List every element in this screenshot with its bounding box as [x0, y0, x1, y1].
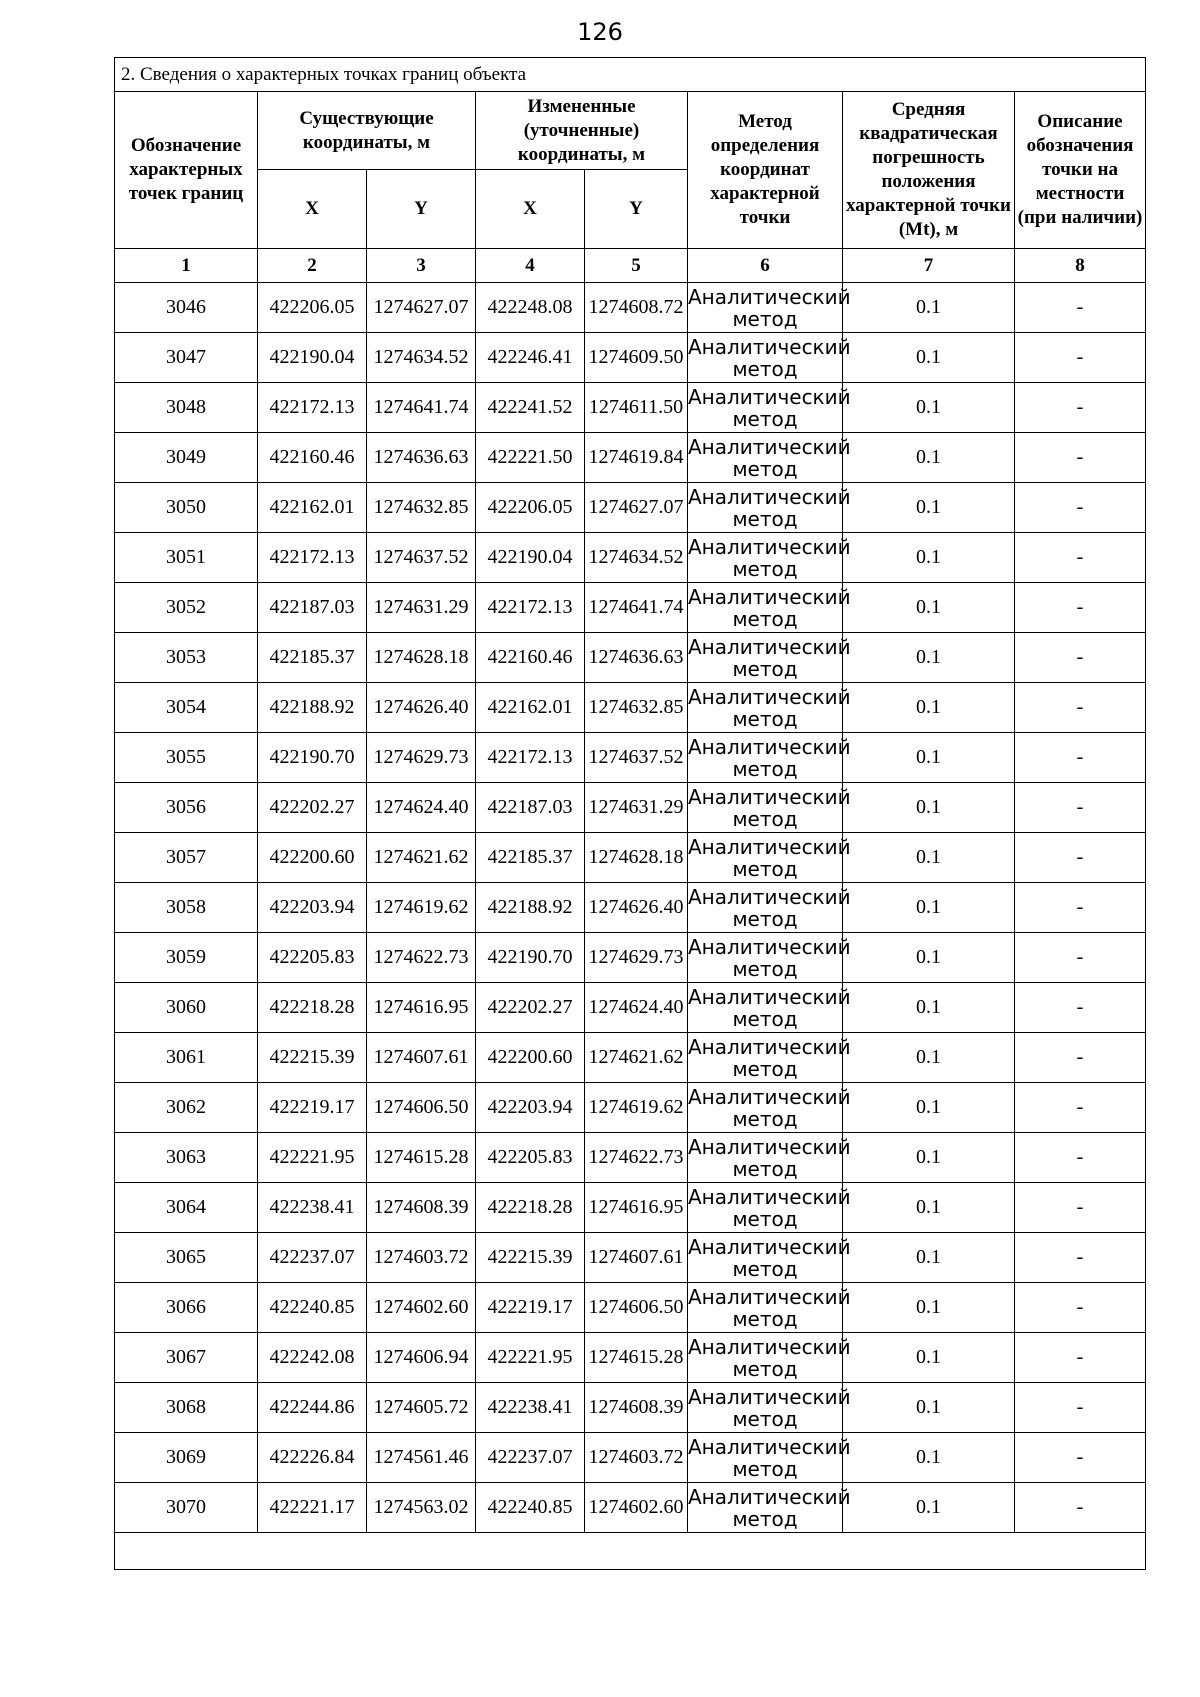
- mean-error-cell: 0.1: [843, 983, 1015, 1033]
- point-id-cell: 3057: [115, 833, 258, 883]
- method-line1: Аналитический: [688, 784, 851, 809]
- changed-y-cell: 1274637.52: [585, 733, 688, 783]
- point-id-cell: 3070: [115, 1483, 258, 1533]
- changed-y-cell: 1274608.39: [585, 1383, 688, 1433]
- description-cell: -: [1015, 1433, 1146, 1483]
- method-line1: Аналитический: [688, 1184, 851, 1209]
- existing-y-cell: 1274563.02: [367, 1483, 476, 1533]
- mean-error-cell: 0.1: [843, 1033, 1015, 1083]
- table-row: [115, 783, 1146, 833]
- method-cell: [688, 1483, 851, 1533]
- existing-y-cell: 1274629.73: [367, 733, 476, 783]
- point-id-cell: 3049: [115, 433, 258, 483]
- mean-error-cell: 0.1: [843, 1483, 1015, 1533]
- table-row: [115, 533, 1146, 583]
- existing-x-cell: 422215.39: [258, 1033, 367, 1083]
- method-line1: Аналитический: [688, 1334, 851, 1359]
- mean-error-cell: 0.1: [843, 383, 1015, 433]
- description-cell: -: [1015, 333, 1146, 383]
- mean-error-cell: 0.1: [843, 1383, 1015, 1433]
- header-existing-y: Y: [367, 170, 476, 249]
- description-cell: -: [1015, 733, 1146, 783]
- changed-x-cell: 422190.70: [476, 933, 585, 983]
- changed-x-cell: 422246.41: [476, 333, 585, 383]
- changed-y-cell: 1274611.50: [585, 383, 688, 433]
- mean-error-cell: 0.1: [843, 483, 1015, 533]
- table-row: [115, 1133, 1146, 1183]
- changed-x-cell: 422162.01: [476, 683, 585, 733]
- existing-x-cell: 422221.95: [258, 1133, 367, 1183]
- existing-y-cell: 1274632.85: [367, 483, 476, 533]
- existing-x-cell: 422237.07: [258, 1233, 367, 1283]
- existing-x-cell: 422206.05: [258, 283, 367, 333]
- header-changed-coordinates: Измененные (уточненные) координаты, м: [476, 92, 688, 170]
- header-method: Метод определения координат характерной точки: [688, 92, 843, 249]
- method-line2: метод: [732, 356, 798, 381]
- mean-error-cell: 0.1: [843, 283, 1015, 333]
- existing-x-cell: 422185.37: [258, 633, 367, 683]
- method-cell: [688, 1183, 851, 1233]
- changed-x-cell: 422205.83: [476, 1133, 585, 1183]
- mean-error-cell: 0.1: [843, 1333, 1015, 1383]
- existing-y-cell: 1274605.72: [367, 1383, 476, 1433]
- method-cell: [688, 1083, 851, 1133]
- changed-y-cell: 1274615.28: [585, 1333, 688, 1383]
- point-id-cell: 3067: [115, 1333, 258, 1383]
- table-row: [115, 1333, 1146, 1383]
- point-id-cell: 3065: [115, 1233, 258, 1283]
- existing-x-cell: 422162.01: [258, 483, 367, 533]
- description-cell: -: [1015, 1333, 1146, 1383]
- mean-error-cell: 0.1: [843, 833, 1015, 883]
- method-line2: метод: [732, 1256, 798, 1281]
- mean-error-cell: 0.1: [843, 1433, 1015, 1483]
- changed-x-cell: 422221.95: [476, 1333, 585, 1383]
- existing-x-cell: 422200.60: [258, 833, 367, 883]
- existing-y-cell: 1274615.28: [367, 1133, 476, 1183]
- existing-y-cell: 1274619.62: [367, 883, 476, 933]
- point-id-cell: 3058: [115, 883, 258, 933]
- description-cell: -: [1015, 1283, 1146, 1333]
- changed-x-cell: 422203.94: [476, 1083, 585, 1133]
- changed-y-cell: 1274624.40: [585, 983, 688, 1033]
- table-row: [115, 933, 1146, 983]
- method-cell: [688, 1283, 851, 1333]
- existing-y-cell: 1274606.94: [367, 1333, 476, 1383]
- changed-y-cell: 1274641.74: [585, 583, 688, 633]
- method-line2: метод: [732, 1056, 798, 1081]
- column-number: 3: [367, 249, 476, 283]
- changed-x-cell: 422200.60: [476, 1033, 585, 1083]
- point-id-cell: 3050: [115, 483, 258, 533]
- table-row: [115, 333, 1146, 383]
- method-line1: Аналитический: [688, 634, 851, 659]
- description-cell: -: [1015, 383, 1146, 433]
- existing-y-cell: 1274602.60: [367, 1283, 476, 1333]
- changed-x-cell: 422237.07: [476, 1433, 585, 1483]
- point-id-cell: 3056: [115, 783, 258, 833]
- changed-y-cell: 1274603.72: [585, 1433, 688, 1483]
- existing-x-cell: 422172.13: [258, 533, 367, 583]
- existing-y-cell: 1274607.61: [367, 1033, 476, 1083]
- method-cell: [688, 433, 851, 483]
- method-cell: [688, 633, 851, 683]
- point-id-cell: 3063: [115, 1133, 258, 1183]
- method-line1: Аналитический: [688, 1484, 851, 1509]
- method-line1: Аналитический: [688, 384, 851, 409]
- table-row: [115, 883, 1146, 933]
- point-id-cell: 3066: [115, 1283, 258, 1333]
- existing-x-cell: 422203.94: [258, 883, 367, 933]
- description-cell: -: [1015, 1033, 1146, 1083]
- existing-x-cell: 422187.03: [258, 583, 367, 633]
- method-line1: Аналитический: [688, 284, 851, 309]
- changed-x-cell: 422172.13: [476, 733, 585, 783]
- method-cell: [688, 833, 851, 883]
- point-id-cell: 3059: [115, 933, 258, 983]
- empty-cell: [115, 1533, 1146, 1570]
- table-row: [115, 1433, 1146, 1483]
- point-id-cell: 3055: [115, 733, 258, 783]
- changed-y-cell: 1274629.73: [585, 933, 688, 983]
- changed-x-cell: 422218.28: [476, 1183, 585, 1233]
- method-line1: Аналитический: [688, 534, 851, 559]
- description-cell: -: [1015, 1383, 1146, 1433]
- point-id-cell: 3069: [115, 1433, 258, 1483]
- method-cell: [688, 883, 851, 933]
- changed-y-cell: 1274634.52: [585, 533, 688, 583]
- point-id-cell: 3047: [115, 333, 258, 383]
- method-cell: [688, 783, 851, 833]
- changed-y-cell: 1274622.73: [585, 1133, 688, 1183]
- method-line2: метод: [732, 1356, 798, 1381]
- method-line2: метод: [732, 856, 798, 881]
- table-row: [115, 1283, 1146, 1333]
- method-line1: Аналитический: [688, 934, 851, 959]
- table-row: [115, 633, 1146, 683]
- changed-x-cell: 422202.27: [476, 983, 585, 1033]
- mean-error-cell: 0.1: [843, 1233, 1015, 1283]
- mean-error-cell: 0.1: [843, 583, 1015, 633]
- changed-x-cell: 422215.39: [476, 1233, 585, 1283]
- existing-x-cell: 422244.86: [258, 1383, 367, 1433]
- table-row: [115, 1483, 1146, 1533]
- method-line2: метод: [732, 606, 798, 631]
- mean-error-cell: 0.1: [843, 433, 1015, 483]
- description-cell: -: [1015, 1483, 1146, 1533]
- method-line2: метод: [732, 556, 798, 581]
- mean-error-cell: 0.1: [843, 333, 1015, 383]
- existing-x-cell: 422202.27: [258, 783, 367, 833]
- method-line2: метод: [732, 956, 798, 981]
- changed-y-cell: 1274632.85: [585, 683, 688, 733]
- method-cell: [688, 1233, 851, 1283]
- section-title: 2. Сведения о характерных точках границ объекта: [115, 58, 1146, 92]
- changed-x-cell: 422172.13: [476, 583, 585, 633]
- method-line2: метод: [732, 406, 798, 431]
- changed-y-cell: 1274628.18: [585, 833, 688, 883]
- changed-x-cell: 422206.05: [476, 483, 585, 533]
- description-cell: -: [1015, 1133, 1146, 1183]
- mean-error-cell: 0.1: [843, 683, 1015, 733]
- method-line1: Аналитический: [688, 834, 851, 859]
- existing-x-cell: 422190.04: [258, 333, 367, 383]
- changed-y-cell: 1274602.60: [585, 1483, 688, 1533]
- column-number: 4: [476, 249, 585, 283]
- description-cell: -: [1015, 533, 1146, 583]
- method-line2: метод: [732, 456, 798, 481]
- existing-y-cell: 1274627.07: [367, 283, 476, 333]
- existing-y-cell: 1274622.73: [367, 933, 476, 983]
- table-row: [115, 983, 1146, 1033]
- changed-x-cell: 422188.92: [476, 883, 585, 933]
- description-cell: -: [1015, 783, 1146, 833]
- method-line1: Аналитический: [688, 1284, 851, 1309]
- method-line1: Аналитический: [688, 1084, 851, 1109]
- method-line2: метод: [732, 706, 798, 731]
- description-cell: -: [1015, 583, 1146, 633]
- point-id-cell: 3053: [115, 633, 258, 683]
- description-cell: -: [1015, 983, 1146, 1033]
- table-row: [115, 383, 1146, 433]
- table-row: [115, 1383, 1146, 1433]
- existing-y-cell: 1274603.72: [367, 1233, 476, 1283]
- mean-error-cell: 0.1: [843, 1133, 1015, 1183]
- method-line2: метод: [732, 306, 798, 331]
- point-id-cell: 3054: [115, 683, 258, 733]
- method-cell: [688, 383, 851, 433]
- existing-y-cell: 1274641.74: [367, 383, 476, 433]
- method-line2: метод: [732, 1406, 798, 1431]
- changed-y-cell: 1274616.95: [585, 1183, 688, 1233]
- method-cell: [688, 1383, 851, 1433]
- description-cell: -: [1015, 483, 1146, 533]
- table-row: [115, 283, 1146, 333]
- mean-error-cell: 0.1: [843, 883, 1015, 933]
- column-number: 6: [688, 249, 843, 283]
- changed-x-cell: 422240.85: [476, 1483, 585, 1533]
- method-line1: Аналитический: [688, 1134, 851, 1159]
- mean-error-cell: 0.1: [843, 1283, 1015, 1333]
- header-point-designation: Обозначение характерных точек границ: [115, 92, 258, 249]
- changed-x-cell: 422190.04: [476, 533, 585, 583]
- changed-x-cell: 422185.37: [476, 833, 585, 883]
- point-id-cell: 3064: [115, 1183, 258, 1233]
- changed-x-cell: 422238.41: [476, 1383, 585, 1433]
- point-id-cell: 3061: [115, 1033, 258, 1083]
- changed-x-cell: 422219.17: [476, 1283, 585, 1333]
- method-line1: Аналитический: [688, 434, 851, 459]
- changed-x-cell: 422221.50: [476, 433, 585, 483]
- method-line1: Аналитический: [688, 1434, 851, 1459]
- existing-y-cell: 1274634.52: [367, 333, 476, 383]
- table-row: [115, 1183, 1146, 1233]
- page-number: 126: [577, 18, 623, 46]
- description-cell: -: [1015, 1233, 1146, 1283]
- changed-y-cell: 1274619.62: [585, 1083, 688, 1133]
- method-line1: Аналитический: [688, 484, 851, 509]
- existing-y-cell: 1274637.52: [367, 533, 476, 583]
- header-existing-x: X: [258, 170, 367, 249]
- method-cell: [688, 333, 851, 383]
- existing-x-cell: 422205.83: [258, 933, 367, 983]
- method-cell: [688, 283, 851, 333]
- existing-x-cell: 422226.84: [258, 1433, 367, 1483]
- table-row: [115, 1083, 1146, 1133]
- method-line2: метод: [732, 1006, 798, 1031]
- changed-y-cell: 1274606.50: [585, 1283, 688, 1333]
- table-row: [115, 1033, 1146, 1083]
- existing-y-cell: 1274606.50: [367, 1083, 476, 1133]
- existing-x-cell: 422242.08: [258, 1333, 367, 1383]
- existing-y-cell: 1274624.40: [367, 783, 476, 833]
- existing-y-cell: 1274631.29: [367, 583, 476, 633]
- table-row: [115, 583, 1146, 633]
- existing-x-cell: 422190.70: [258, 733, 367, 783]
- point-id-cell: 3052: [115, 583, 258, 633]
- method-line1: Аналитический: [688, 684, 851, 709]
- changed-y-cell: 1274627.07: [585, 483, 688, 533]
- column-number: 5: [585, 249, 688, 283]
- table-row: [115, 483, 1146, 533]
- description-cell: -: [1015, 1083, 1146, 1133]
- method-line2: метод: [732, 1506, 798, 1531]
- method-line2: метод: [732, 756, 798, 781]
- header-changed-x: X: [476, 170, 585, 249]
- method-cell: [688, 533, 851, 583]
- table-row: [115, 733, 1146, 783]
- changed-y-cell: 1274626.40: [585, 883, 688, 933]
- changed-y-cell: 1274621.62: [585, 1033, 688, 1083]
- header-description: Описание обозначения точки на местности (при наличии): [1015, 92, 1146, 249]
- method-cell: [688, 583, 851, 633]
- mean-error-cell: 0.1: [843, 1083, 1015, 1133]
- method-cell: [688, 733, 851, 783]
- header-changed-y: Y: [585, 170, 688, 249]
- point-id-cell: 3062: [115, 1083, 258, 1133]
- header-mean-error: Средняя квадратическая погрешность положения характерной точки (Mt), м: [843, 92, 1015, 249]
- method-line2: метод: [732, 1456, 798, 1481]
- existing-y-cell: 1274628.18: [367, 633, 476, 683]
- mean-error-cell: 0.1: [843, 533, 1015, 583]
- column-number: 7: [843, 249, 1015, 283]
- description-cell: -: [1015, 933, 1146, 983]
- changed-y-cell: 1274631.29: [585, 783, 688, 833]
- mean-error-cell: 0.1: [843, 633, 1015, 683]
- table-row: [115, 1233, 1146, 1283]
- table-row: [115, 683, 1146, 733]
- method-cell: [688, 683, 851, 733]
- existing-x-cell: 422218.28: [258, 983, 367, 1033]
- changed-y-cell: 1274608.72: [585, 283, 688, 333]
- existing-x-cell: 422240.85: [258, 1283, 367, 1333]
- changed-y-cell: 1274607.61: [585, 1233, 688, 1283]
- method-line1: Аналитический: [688, 1034, 851, 1059]
- method-cell: [688, 933, 851, 983]
- changed-y-cell: 1274636.63: [585, 633, 688, 683]
- existing-y-cell: 1274608.39: [367, 1183, 476, 1233]
- existing-y-cell: 1274636.63: [367, 433, 476, 483]
- method-cell: [688, 1033, 851, 1083]
- method-cell: [688, 983, 851, 1033]
- existing-y-cell: 1274626.40: [367, 683, 476, 733]
- mean-error-cell: 0.1: [843, 733, 1015, 783]
- empty-row: [115, 1533, 1146, 1570]
- method-line1: Аналитический: [688, 1234, 851, 1259]
- table-row: [115, 833, 1146, 883]
- method-cell: [688, 1333, 851, 1383]
- table-row: [115, 433, 1146, 483]
- changed-y-cell: 1274619.84: [585, 433, 688, 483]
- point-id-cell: 3046: [115, 283, 258, 333]
- changed-x-cell: 422241.52: [476, 383, 585, 433]
- method-cell: [688, 483, 851, 533]
- point-id-cell: 3051: [115, 533, 258, 583]
- point-id-cell: 3048: [115, 383, 258, 433]
- method-line1: Аналитический: [688, 334, 851, 359]
- existing-x-cell: 422221.17: [258, 1483, 367, 1533]
- method-line2: метод: [732, 656, 798, 681]
- existing-x-cell: 422238.41: [258, 1183, 367, 1233]
- description-cell: -: [1015, 433, 1146, 483]
- method-cell: [688, 1133, 851, 1183]
- description-cell: -: [1015, 283, 1146, 333]
- method-cell: [688, 1433, 851, 1483]
- method-line1: Аналитический: [688, 584, 851, 609]
- method-line1: Аналитический: [688, 1384, 851, 1409]
- method-line1: Аналитический: [688, 884, 851, 909]
- mean-error-cell: 0.1: [843, 1183, 1015, 1233]
- column-number: 8: [1015, 249, 1146, 283]
- method-line2: метод: [732, 1156, 798, 1181]
- column-number-row: [115, 249, 1146, 283]
- description-cell: -: [1015, 1183, 1146, 1233]
- boundary-points-table: [114, 57, 1146, 1570]
- column-number: 1: [115, 249, 258, 283]
- method-line2: метод: [732, 506, 798, 531]
- existing-y-cell: 1274621.62: [367, 833, 476, 883]
- column-number: 2: [258, 249, 367, 283]
- description-cell: -: [1015, 883, 1146, 933]
- changed-x-cell: 422160.46: [476, 633, 585, 683]
- method-line2: метод: [732, 1106, 798, 1131]
- existing-x-cell: 422172.13: [258, 383, 367, 433]
- method-line2: метод: [732, 806, 798, 831]
- mean-error-cell: 0.1: [843, 933, 1015, 983]
- method-line2: метод: [732, 906, 798, 931]
- changed-x-cell: 422187.03: [476, 783, 585, 833]
- description-cell: -: [1015, 683, 1146, 733]
- method-line2: метод: [732, 1306, 798, 1331]
- header-existing-coordinates: Существующие координаты, м: [258, 92, 476, 170]
- method-line1: Аналитический: [688, 734, 851, 759]
- existing-x-cell: 422188.92: [258, 683, 367, 733]
- description-cell: -: [1015, 833, 1146, 883]
- existing-y-cell: 1274561.46: [367, 1433, 476, 1483]
- point-id-cell: 3068: [115, 1383, 258, 1433]
- description-cell: -: [1015, 633, 1146, 683]
- existing-x-cell: 422160.46: [258, 433, 367, 483]
- existing-y-cell: 1274616.95: [367, 983, 476, 1033]
- method-line1: Аналитический: [688, 984, 851, 1009]
- changed-x-cell: 422248.08: [476, 283, 585, 333]
- method-line2: метод: [732, 1206, 798, 1231]
- point-id-cell: 3060: [115, 983, 258, 1033]
- existing-x-cell: 422219.17: [258, 1083, 367, 1133]
- mean-error-cell: 0.1: [843, 783, 1015, 833]
- changed-y-cell: 1274609.50: [585, 333, 688, 383]
